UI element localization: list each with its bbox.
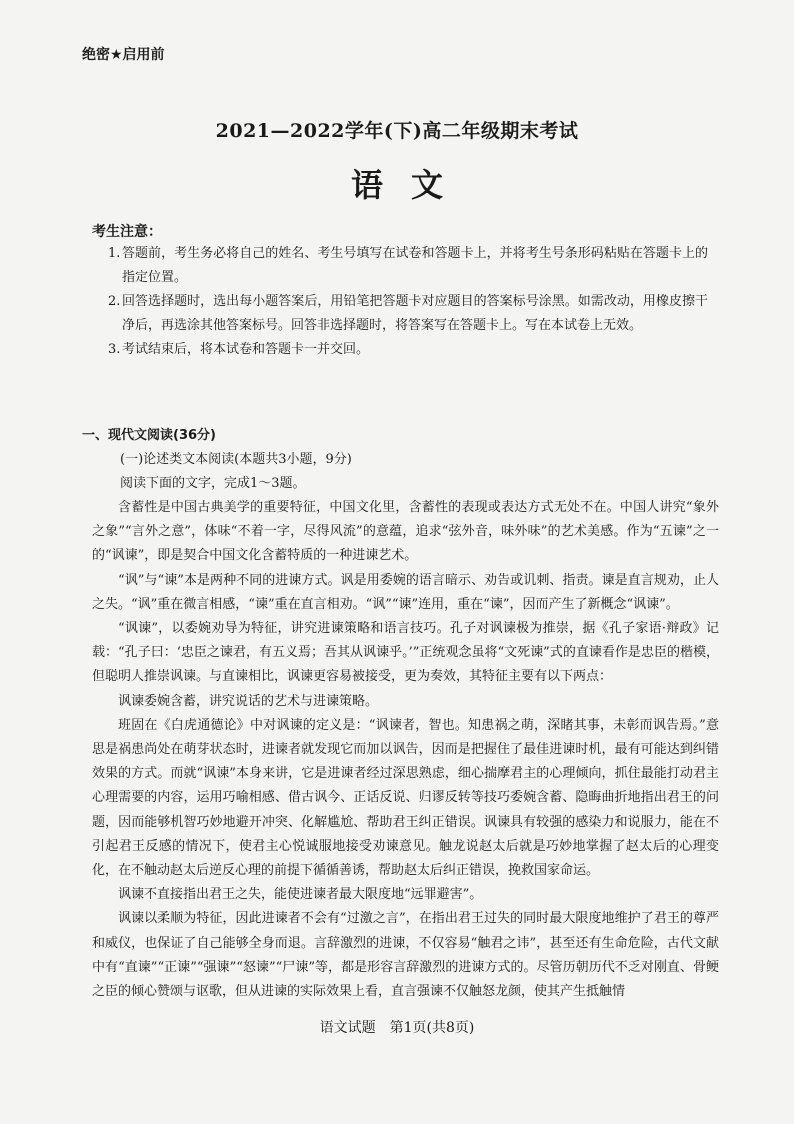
passage-paragraph: 含蓄性是中国古典美学的重要特征，中国文化里，含蓄性的表现或表达方式无处不在。中国人讲究“象外之象”“言外之意”，体味“不着一字，尽得风流”的意蕴，追求“弦外音，味外味”的艺术美感。作为“五谏”之一的“讽谏”，即是契合中国文化含蓄特质的一种进谏艺术。 (92, 500, 719, 564)
notice-item (108, 242, 708, 290)
passage-paragraph: 讽谏委婉含蓄，讲究说话的艺术与进谏策略。 (118, 693, 379, 709)
subsection-heading: (一)论述类文本阅读(本题共3小题，9分) (120, 452, 352, 467)
notice-item (108, 290, 708, 338)
notice-item (108, 338, 708, 362)
notice-text: 回答选择题时，选出每小题答案后，用铅笔把答题卡对应题目的答案标号涂黑。如需改动，用橡皮擦干净后，再选涂其他答案标号。回答非选择题时，将答案写在答题卡上。写在本试卷上无效。 (122, 294, 708, 333)
passage-paragraph: “讽谏”，以委婉劝导为特征，讲究进谏策略和语言技巧。孔子对讽谏极为推崇，据《孔子家语·辩政》记载：“孔子曰：‘忠臣之谏君，有五义焉；吾其从讽谏乎。’”正统观念虽将“文死谏”式的直谏看作是忠臣的楷模，但聪明人推崇讽谏。与直谏相比，讽谏更容易被接受，更为奏效，其特征主要有以下两点： (92, 621, 719, 685)
page-footer: 语文试题 第1页(共8页) (319, 1020, 475, 1036)
section-heading: 一、现代文阅读(36分) (82, 428, 216, 443)
reading-instruction: 阅读下面的文字，完成1～3题。 (120, 476, 306, 491)
exam-title: 2021—2022学年(下)高二年级期末考试 (215, 120, 579, 142)
notice-heading: 考生注意： (92, 224, 162, 240)
notice-number: 2. (108, 294, 121, 309)
notice-text: 答题前，考生务必将自己的姓名、考生号填写在试卷和答题卡上，并将考生号条形码粘贴在答题卡上的指定位置。 (122, 246, 708, 285)
subject-title: 语文 (350, 166, 471, 204)
confidential-label: 绝密★启用前 (82, 47, 165, 63)
passage-paragraph: “讽”与“谏”本是两种不同的进谏方式。讽是用委婉的语言暗示、劝告或讥刺、指责。谏是直言规劝，止人之失。“讽”重在微言相感，“谏”重在直言相劝。“讽”“谏”连用，重在“谏”，因而产生了新概念“讽谏”。 (92, 572, 719, 612)
passage-paragraph: 讽谏以柔顺为特征，因此进谏者不会有“过激之言”，在指出君王过失的同时最大限度地维护了君王的尊严和威仪，也保证了自己能够全身而退。言辞激烈的进谏，不仅容易“触君之讳”，甚至还有生命危险，古代文献中有“直谏”“正谏”“强谏”“怒谏”“尸谏”等，都是形容言辞激烈的进谏方式的。尽管历朝历代不乏对刚直、骨鲠之臣的倾心赞颂与讴歌，但从进谏的实际效果上看，直言强谏不仅触怒龙颜，使其产生抵触情 (92, 911, 719, 1000)
notice-list (108, 242, 708, 362)
passage-paragraph: 班固在《白虎通德论》中对讽谏的定义是：“讽谏者，智也。知患祸之萌，深睹其事，未彰而讽告焉。”意思是祸患尚处在萌芽状态时，进谏者就发现它而加以讽告，因而是把握住了最佳进谏时机，最有可能达到纠错效果的方式。而就“讽谏”本身来讲，它是进谏者经过深思熟虑，细心揣摩君主的心理倾向，抓住最能打动君主心理需要的内容，运用巧喻相感、借古讽今、正话反说、归谬反转等技巧委婉含蓄、隐晦曲折地指出君王的问题，因而能够机智巧妙地避开冲突、化解尴尬、帮助君王纠正错误。讽谏具有较强的感染力和说服力，能在不引起君王反感的情况下，使君主心悦诚服地接受劝谏意见。触龙说赵太后就是巧妙地掌握了赵太后的心理变化，在不触动赵太后逆反心理的前提下循循善诱，帮助赵太后纠正错误，挽救国家命运。 (92, 717, 719, 879)
notice-number: 3. (108, 342, 121, 357)
notice-text: 考试结束后，将本试卷和答题卡一并交回。 (122, 342, 370, 357)
passage-body (92, 496, 719, 1004)
passage-paragraph: 讽谏不直接指出君王之失，能使进谏者最大限度地“远罪避害”。 (118, 887, 483, 903)
notice-number: 1. (108, 246, 121, 261)
